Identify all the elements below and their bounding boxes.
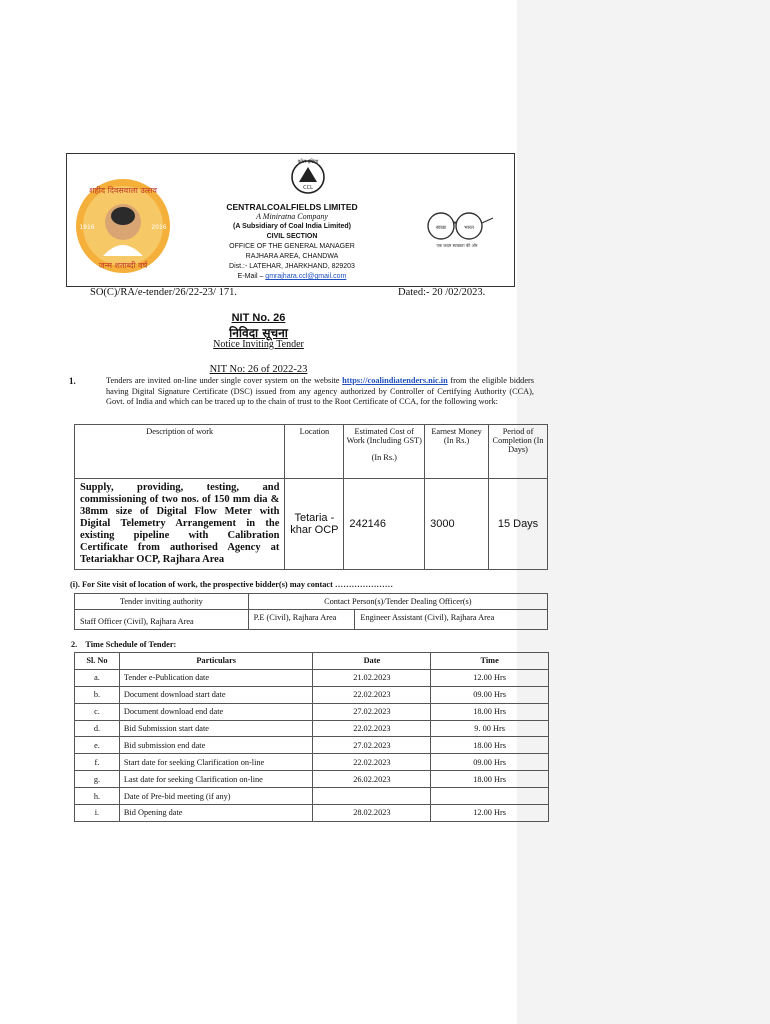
schedule-slno: d.: [75, 720, 120, 737]
schedule-particular: Bid submission end date: [119, 737, 313, 754]
schedule-time: 12.00 Hrs: [431, 805, 549, 822]
schedule-slno: a.: [75, 669, 120, 686]
badge-top-text: शहीद दिवसवाला उत्सव: [89, 186, 157, 195]
site-visit-line: (i). For Site visit of location of work, the prospective bidder(s) may contact …………………: [70, 580, 394, 589]
schedule-date: 22.02.2023: [313, 686, 431, 703]
schedule-row: [75, 754, 549, 771]
emblem-hindi-text: कोल इंडिया: [297, 159, 319, 165]
badge-year-left: 1916: [79, 224, 95, 231]
schedule-header-date: Date: [313, 653, 431, 670]
swachh-bharat-glasses-icon: [417, 206, 497, 250]
schedule-date: 22.02.2023: [313, 754, 431, 771]
schedule-time: 18.00 Hrs: [431, 703, 549, 720]
contact-header-persons: Contact Person(s)/Tender Dealing Officer(s): [248, 594, 547, 610]
header-location: Location: [285, 425, 344, 479]
schedule-header-row: [75, 653, 549, 670]
work-table-row: [75, 479, 548, 570]
badge-bottom-text: जन्म शताब्दी वर्ष: [98, 261, 148, 270]
schedule-slno: i.: [75, 805, 120, 822]
tender-intro-paragraph: [106, 376, 534, 408]
schedule-time: [431, 788, 549, 805]
contact-header-row: [75, 594, 548, 610]
tender-website-link[interactable]: https://coalindiatenders.nic.in: [342, 376, 448, 385]
schedule-slno: f.: [75, 754, 120, 771]
schedule-row: [75, 805, 549, 822]
emblem-label: CCL: [303, 185, 313, 191]
schedule-particular: Tender e-Publication date: [119, 669, 313, 686]
schedule-row: [75, 669, 549, 686]
schedule-particular: Bid Submission start date: [119, 720, 313, 737]
work-description: Supply, providing, testing, and commissioning of two nos. of 150 mm dia & 38mm size of Digital Flow Meter with Digital Telemetry Arrangement in the existing pipeline with Calibration Certificate from authorised Agency at Tetariakhar OCP, Rajhara Area: [75, 479, 285, 570]
contact-table: [74, 593, 548, 630]
letterhead: [66, 153, 515, 287]
schedule-date: [313, 788, 431, 805]
letterhead-address-block: [217, 202, 367, 282]
contact-person-ea: Engineer Assistant (Civil), Rajhara Area: [355, 610, 548, 630]
schedule-time: 12.00 Hrs: [431, 669, 549, 686]
reference-date: Dated:- 20 /02/2023.: [398, 287, 486, 298]
schedule-row: [75, 788, 549, 805]
nit-subtitle: Notice Inviting Tender: [213, 339, 304, 350]
company-tagline: A Miniratna Company: [256, 212, 328, 221]
header-cost: [344, 425, 425, 479]
coal-india-emblem-icon: [289, 156, 327, 196]
work-table-header-row: [75, 425, 548, 479]
schedule-time: 18.00 Hrs: [431, 737, 549, 754]
schedule-slno: e.: [75, 737, 120, 754]
work-location: Tetaria -khar OCP: [285, 479, 344, 570]
email-line: [217, 272, 367, 282]
email-label: E-Mail –: [237, 273, 266, 280]
schedule-row: [75, 703, 549, 720]
work-period: 15 Days: [489, 479, 548, 570]
schedule-time: 9. 00 Hrs: [431, 720, 549, 737]
schedule-row: [75, 737, 549, 754]
contact-person-pe: P.E (Civil), Rajhara Area: [248, 610, 355, 630]
header-cost-unit: (In Rs.): [371, 453, 397, 462]
header-period: Period of Completion (In Days): [489, 425, 548, 479]
header-description: Description of work: [75, 425, 285, 479]
contact-authority: Staff Officer (Civil), Rajhara Area: [75, 610, 249, 630]
nit-number-line: NIT No: 26 of 2022-23: [209, 364, 308, 375]
header-earnest: Earnest Money (In Rs.): [425, 425, 489, 479]
schedule-row: [75, 771, 549, 788]
schedule-date: 27.02.2023: [313, 737, 431, 754]
contact-row: [75, 610, 548, 630]
right-margin-panel: [517, 0, 770, 1024]
birth-centenary-badge: [73, 176, 173, 276]
work-cost: 242146: [344, 479, 425, 570]
schedule-particular: Date of Pre-bid meeting (if any): [119, 788, 313, 805]
district-line: Dist.:- LATEHAR, JHARKHAND, 829203: [229, 263, 355, 270]
schedule-header-particulars: Particulars: [119, 653, 313, 670]
schedule-table: [74, 652, 549, 822]
nit-hindi-title: निविदा सूचना: [229, 326, 288, 340]
contact-header-authority: Tender inviting authority: [75, 594, 249, 610]
schedule-particular: Document download end date: [119, 703, 313, 720]
para-number: 1.: [69, 376, 76, 386]
schedule-time: 09.00 Hrs: [431, 686, 549, 703]
schedule-row: [75, 720, 549, 737]
schedule-header-time: Time: [431, 653, 549, 670]
schedule-particular: Start date for seeking Clarification on-line: [119, 754, 313, 771]
schedule-date: 27.02.2023: [313, 703, 431, 720]
swachh-caption: एक कदम स्वच्छता की ओर: [436, 243, 478, 248]
schedule-slno: h.: [75, 788, 120, 805]
schedule-particular: Document download start date: [119, 686, 313, 703]
swachh-right-text: भारत: [464, 225, 474, 231]
company-name: CENTRALCOALFIELDS LIMITED: [226, 202, 358, 212]
header-cost-label: Estimated Cost of Work (Including GST): [346, 427, 422, 445]
schedule-date: 21.02.2023: [313, 669, 431, 686]
schedule-slno: c.: [75, 703, 120, 720]
schedule-particular: Bid Opening date: [119, 805, 313, 822]
schedule-time: 18.00 Hrs: [431, 771, 549, 788]
work-earnest: 3000: [425, 479, 489, 570]
schedule-slno: g.: [75, 771, 120, 788]
section-line: CIVIL SECTION: [266, 233, 318, 240]
schedule-date: 22.02.2023: [313, 720, 431, 737]
schedule-time: 09.00 Hrs: [431, 754, 549, 771]
schedule-particular: Last date for seeking Clarification on-line: [119, 771, 313, 788]
intro-text-before: Tenders are invited on-line under single cover system on the website: [106, 376, 343, 385]
swachh-left-text: स्वच्छ: [435, 225, 447, 231]
schedule-date: 28.02.2023: [313, 805, 431, 822]
reference-number: SO(C)/RA/e-tender/26/22-23/ 171.: [90, 287, 237, 298]
email-link[interactable]: gmrajhara.ccl@gmail.com: [265, 273, 347, 280]
schedule-slno: b.: [75, 686, 120, 703]
schedule-header-slno: Sl. No: [75, 653, 120, 670]
schedule-heading: 2. Time Schedule of Tender:: [71, 640, 177, 649]
subsidiary-line: (A Subsidiary of Coal India Limited): [233, 223, 351, 230]
work-table: [74, 424, 548, 570]
schedule-row: [75, 686, 549, 703]
office-line: OFFICE OF THE GENERAL MANAGER: [229, 243, 355, 250]
badge-year-right: 2016: [151, 224, 167, 231]
area-line: RAJHARA AREA, CHANDWA: [245, 253, 339, 260]
nit-title: NIT No. 26: [231, 312, 286, 324]
schedule-date: 26.02.2023: [313, 771, 431, 788]
intro-text-after: from the eligible bidders having Digital Signature Certificate (DSC) issued from any agency authorized by Controller of Certifying Authority (CCA), Govt. of India and which can be traced up to the chain of trust to the Root Certificate of CCA, for the following work:: [106, 376, 534, 406]
